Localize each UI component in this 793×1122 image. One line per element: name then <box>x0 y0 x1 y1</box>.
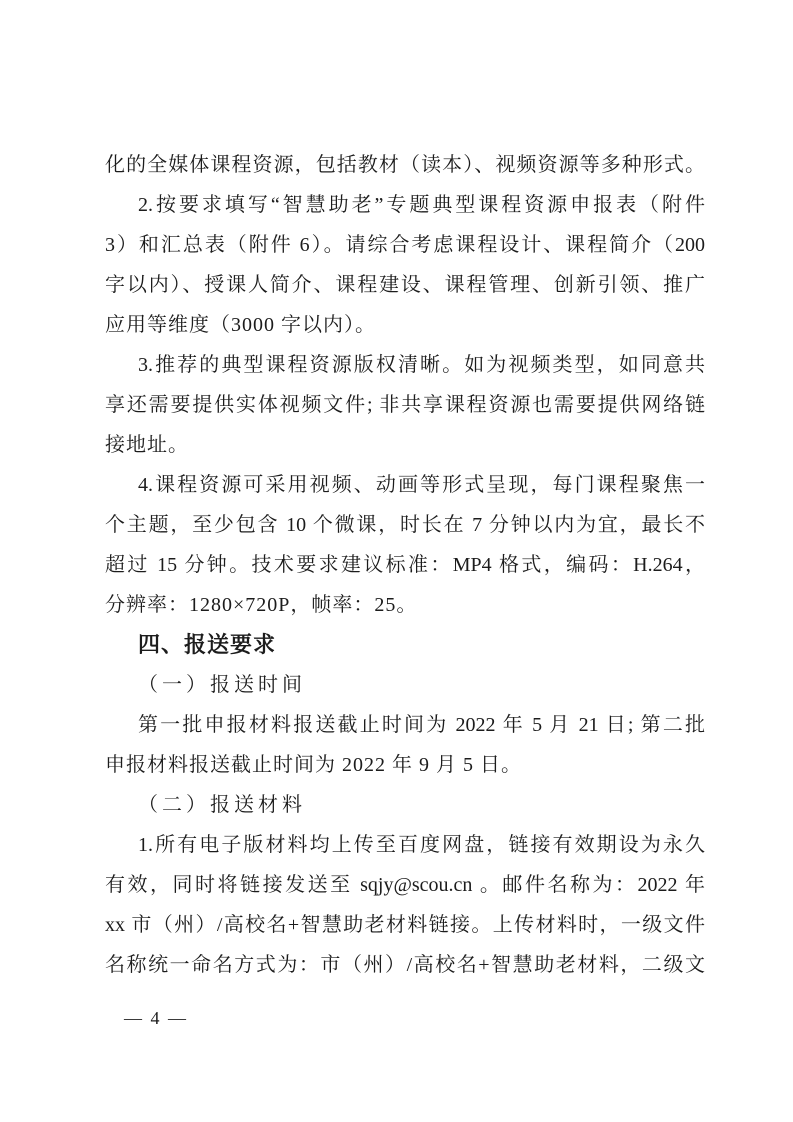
subsection-heading-1: （一）报送时间 <box>138 674 306 696</box>
body-line-item-2: 2.按要求填写“智慧助老”专题典型课程资源申报表（附件 <box>138 194 705 216</box>
section-heading-4: 四、报送要求 <box>138 632 277 657</box>
body-line: 应用等维度（3000 字以内）。 <box>105 314 376 336</box>
body-line: 3）和汇总表（附件 6）。请综合考虑课程设计、课程简介（200 <box>105 234 705 256</box>
body-line: 申报材料报送截止时间为 2022 年 9 月 5 日。 <box>105 754 522 776</box>
body-line: xx 市（州）/高校名+智慧助老材料链接。上传材料时，一级文件 <box>105 914 705 936</box>
body-line-item-3: 3.推荐的典型课程资源版权清晰。如为视频类型，如同意共 <box>138 354 705 376</box>
body-line-item-1: 1.所有电子版材料均上传至百度网盘，链接有效期设为永久 <box>138 834 705 856</box>
body-line: 字以内）、授课人简介、课程建设、课程管理、创新引领、推广 <box>105 274 705 296</box>
body-line: 分辨率：1280×720P，帧率：25。 <box>105 594 418 616</box>
body-line: 个主题，至少包含 10 个微课，时长在 7 分钟以内为宜，最长不 <box>105 514 705 536</box>
body-line: 接地址。 <box>105 434 189 456</box>
document-body <box>105 145 705 985</box>
body-line: 超过 15 分钟。技术要求建议标准：MP4 格式，编码：H.264， <box>105 554 705 576</box>
body-line: 享还需要提供实体视频文件; 非共享课程资源也需要提供网络链 <box>105 394 705 416</box>
subsection-heading-2: （二）报送材料 <box>138 794 306 816</box>
page-number: — 4 — <box>124 1008 188 1028</box>
body-line: 第一批申报材料报送截止时间为 2022 年 5 月 21 日; 第二批 <box>138 714 705 736</box>
body-line: 有效，同时将链接发送至 sqjy@scou.cn 。邮件名称为：2022 年 <box>105 874 705 896</box>
body-line: 名称统一命名方式为：市（州）/高校名+智慧助老材料，二级文 <box>105 954 705 976</box>
body-line: 化的全媒体课程资源，包括教材（读本）、视频资源等多种形式。 <box>105 154 705 176</box>
body-line-item-4: 4.课程资源可采用视频、动画等形式呈现，每门课程聚焦一 <box>138 474 705 496</box>
